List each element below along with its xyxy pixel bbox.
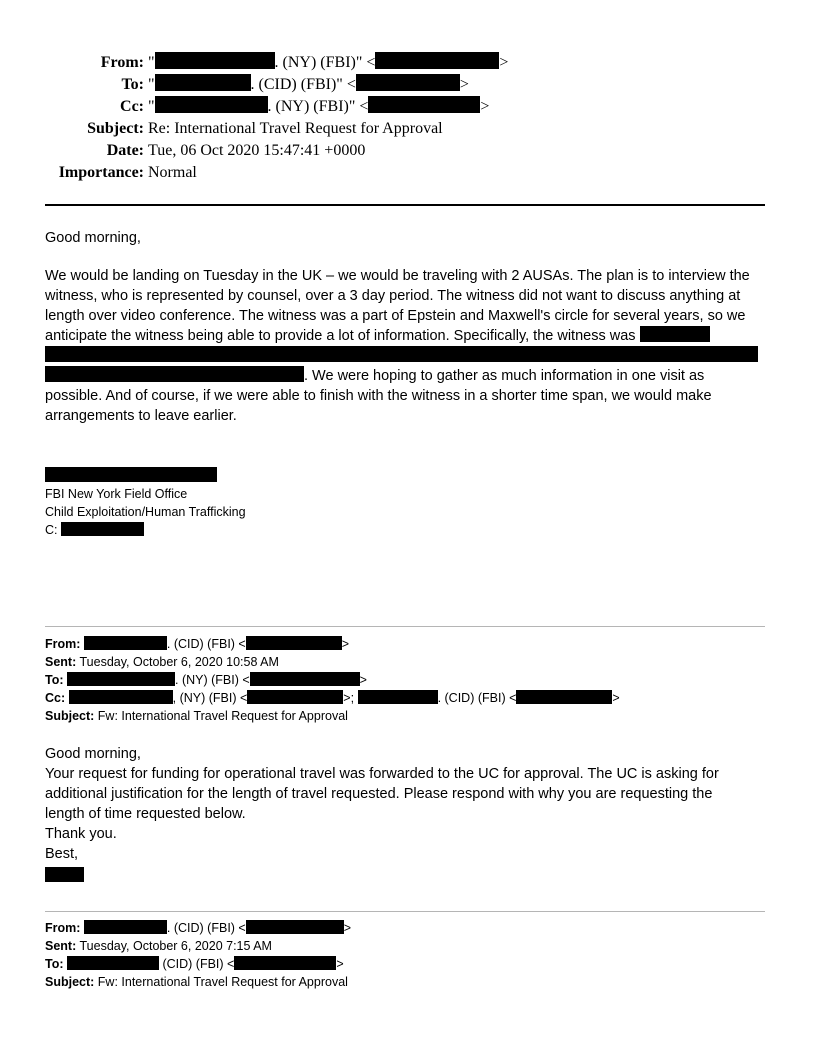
signature-block [45, 467, 246, 539]
date-label: Date: [106, 142, 144, 159]
fwd2-to-org: (CID) (FBI) < [159, 957, 235, 971]
header-to-row [0, 74, 816, 96]
body-line: . We were hoping to gather as much information in one visit as [304, 368, 705, 384]
fwd2-from-label: From: [45, 921, 81, 935]
fwd-to-close: > [359, 673, 367, 687]
from-org: . (NY) (FBI)" < [274, 54, 376, 71]
body-line: arrangements to leave earlier. [45, 408, 237, 424]
header-cc-row [0, 96, 816, 118]
body-line: length over video conference. The witness was a part of Epstein and Maxwell's circle for several years, so we [45, 308, 746, 324]
redacted-block [84, 636, 167, 650]
redacted-block [155, 74, 251, 91]
cc-close: > [480, 98, 490, 115]
greeting: Good morning, [45, 230, 141, 246]
importance-value: Normal [148, 164, 197, 181]
body-line: anticipate the witness being able to provide a lot of information. Specifically, the witness was [45, 328, 636, 344]
redacted-block [375, 52, 499, 69]
body-line: We would be landing on Tuesday in the UK – we would be traveling with 2 AUSAs. The plan is to interview the [45, 268, 750, 284]
from-quote: " [148, 54, 155, 71]
greeting-2: Good morning, [45, 746, 141, 762]
signature-cell-label: C: [45, 523, 58, 537]
body-line: additional justification for the length of travel requested. Please respond with why you are requesting the [45, 786, 713, 802]
redacted-block [155, 52, 275, 69]
header-divider [45, 204, 765, 206]
redacted-block [516, 690, 612, 704]
redacted-block [67, 672, 175, 686]
body-line: length of time requested below. [45, 806, 246, 822]
body-line: Your request for funding for operational travel was forwarded to the UC for approval. The UC is asking for [45, 766, 719, 782]
fwd-from-org: . (CID) (FBI) < [166, 637, 246, 651]
message-body [45, 266, 770, 426]
redacted-block [69, 690, 173, 704]
redacted-block [45, 346, 758, 362]
body-line: possible. And of course, if we were able to finish with the witness in a shorter time span, we would make [45, 388, 712, 404]
fwd-cc-org: , (NY) (FBI) < [172, 691, 248, 705]
thanks-line: Thank you. [45, 826, 117, 842]
redacted-block [356, 74, 460, 91]
to-org: . (CID) (FBI)" < [250, 76, 356, 93]
fwd2-from-org: . (CID) (FBI) < [166, 921, 246, 935]
to-quote: " [148, 76, 155, 93]
header-importance-row [0, 162, 816, 184]
redacted-block [155, 96, 268, 113]
redacted-block [358, 690, 438, 704]
to-close: > [459, 76, 469, 93]
body-line: witness, who is represented by counsel, over a 3 day period. The witness did not want to discuss anything at [45, 288, 741, 304]
redacted-block [45, 867, 84, 882]
header-from-row [0, 52, 816, 74]
from-close: > [499, 54, 509, 71]
forward-header [45, 635, 620, 725]
cc-label: Cc: [120, 98, 144, 115]
fwd2-from-close: > [343, 921, 352, 935]
fwd-cc-sep: >; [343, 691, 355, 705]
forward-divider [45, 911, 765, 912]
message-body-2 [45, 744, 770, 886]
forward-divider [45, 626, 765, 627]
redacted-block [234, 956, 336, 970]
subject-value: Re: International Travel Request for Approval [148, 120, 443, 137]
cc-org: . (NY) (FBI)" < [267, 98, 369, 115]
signature-office: FBI New York Field Office [45, 487, 188, 501]
subject-label: Subject: [87, 120, 144, 137]
fwd-from-label: From: [45, 637, 81, 651]
fwd2-to-label: To: [45, 957, 64, 971]
email-header [0, 52, 816, 184]
redacted-block [45, 366, 304, 382]
redacted-block [45, 467, 217, 482]
fwd-cc-org2: . (CID) (FBI) < [437, 691, 517, 705]
redacted-block [640, 326, 710, 342]
fwd-subject-label: Subject: [45, 709, 95, 723]
fwd-cc-label: Cc: [45, 691, 66, 705]
fwd2-sent-value: Tuesday, October 6, 2020 7:15 AM [79, 939, 272, 953]
redacted-block [246, 636, 342, 650]
fwd2-subject-value: Fw: International Travel Request for Approval [97, 975, 348, 989]
cc-quote: " [148, 98, 155, 115]
importance-label: Importance: [58, 164, 144, 181]
fwd-subject-value: Fw: International Travel Request for Approval [97, 709, 348, 723]
redacted-block [61, 522, 144, 536]
fwd2-sent-label: Sent: [45, 939, 77, 953]
header-subject-row [0, 118, 816, 140]
redacted-block [84, 920, 167, 934]
fwd-sent-label: Sent: [45, 655, 77, 669]
redacted-block [368, 96, 480, 113]
signature-unit: Child Exploitation/Human Trafficking [45, 505, 246, 519]
date-value: Tue, 06 Oct 2020 15:47:41 +0000 [148, 142, 366, 159]
fwd-from-close: > [341, 637, 350, 651]
fwd2-to-close: > [336, 957, 344, 971]
from-label: From: [100, 54, 144, 71]
fwd2-subject-label: Subject: [45, 975, 95, 989]
redacted-block [67, 956, 159, 970]
fwd-to-label: To: [45, 673, 64, 687]
redacted-block [247, 690, 343, 704]
fwd-cc-close: > [612, 691, 620, 705]
header-date-row [0, 140, 816, 162]
redacted-block [246, 920, 344, 934]
to-label: To: [121, 76, 144, 93]
closing-line: Best, [45, 846, 79, 862]
fwd-sent-value: Tuesday, October 6, 2020 10:58 AM [79, 655, 279, 669]
fwd-to-org: . (NY) (FBI) < [175, 673, 250, 687]
redacted-block [250, 672, 360, 686]
forward-header-2 [45, 919, 351, 991]
